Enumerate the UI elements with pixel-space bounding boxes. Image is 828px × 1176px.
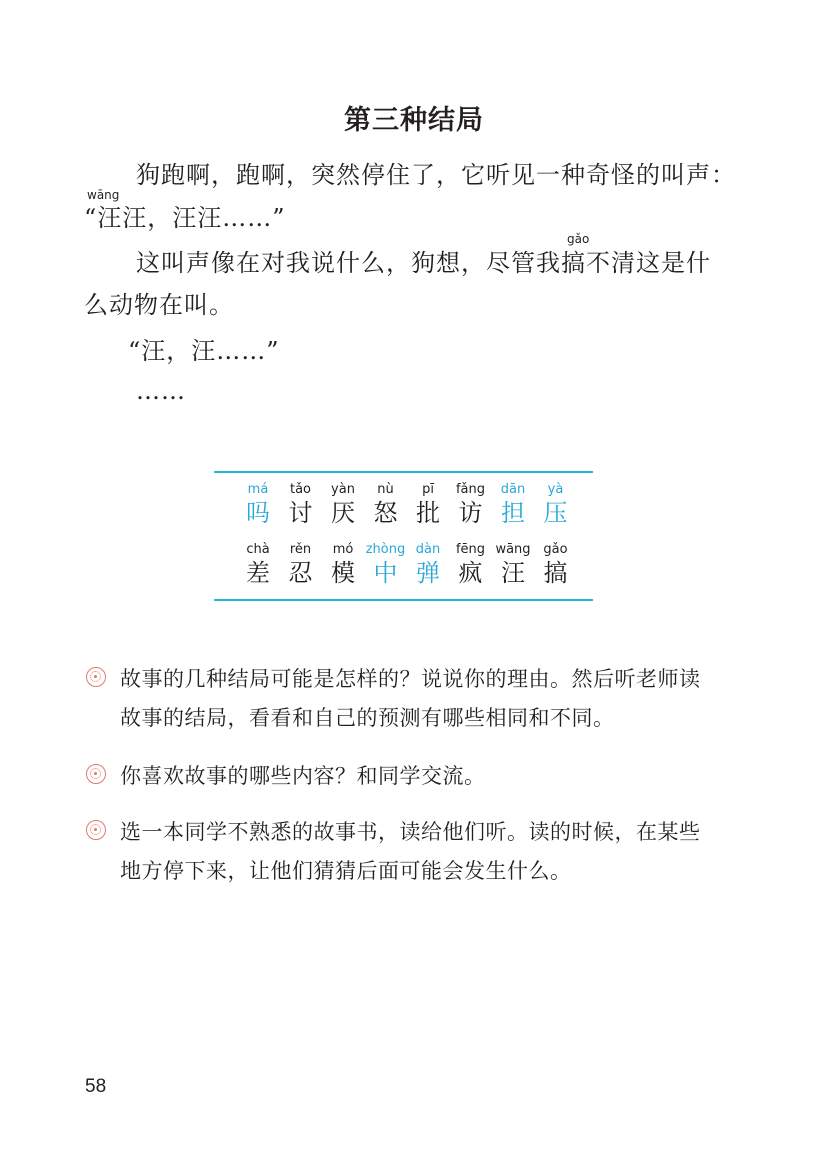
character-glyph: 压 [543,499,568,527]
character-pinyin: rěn [289,542,312,557]
character-pinyin: fǎng [455,482,486,497]
page-number: 58 [85,1076,107,1097]
character-glyph: 怒 [373,499,398,527]
character-card [493,542,533,588]
question-line: 地方停下来，让他们猜猜后面可能会发生什么。 [120,859,572,883]
character-card [451,482,491,528]
character-glyph: 模 [331,559,355,587]
character-pinyin: fēng [455,542,486,557]
character-pinyin: yàn [331,482,355,497]
top-divider [214,471,593,473]
bottom-divider [214,599,593,601]
character-card [408,542,448,588]
character-pinyin: chà [246,542,270,557]
character-card [408,482,448,528]
character-glyph: 中 [373,559,398,587]
seal-bullet-icon [86,764,106,784]
character-card [238,542,278,588]
character-card [536,542,576,588]
seal-bullet-icon [86,667,106,687]
character-pinyin: mó [332,542,354,557]
character-glyph: 讨 [288,499,313,527]
character-glyph: 担 [501,499,525,527]
question-line: 故事的几种结局可能是怎样的？说说你的理由。然后听老师读 [120,667,701,691]
character-pinyin: yà [547,482,564,497]
story-paragraph-2-line-1: 这叫声像在对我说什么，狗想，尽管我搞不清这是什 [136,249,711,277]
question-line: 选一本同学不熟悉的故事书，读给他们听。读的时候，在某些 [120,820,701,844]
character-pinyin: nù [377,482,394,497]
character-card [451,542,491,588]
character-glyph: 差 [246,559,270,587]
character-glyph: 弹 [416,559,440,587]
character-card [281,542,321,588]
character-pinyin: má [247,482,269,497]
character-glyph: 批 [416,499,440,527]
story-paragraph-3: “汪，汪……” [128,337,280,365]
character-card [493,482,533,528]
character-pinyin: pī [422,482,434,497]
character-pinyin: tǎo [289,482,312,497]
character-card [366,482,406,528]
page-title: 第三种结局 [344,105,484,136]
question-line: 故事的结局，看看和自己的预测有哪些相同和不同。 [120,706,615,730]
pinyin-annotation: wāng [87,188,120,202]
character-pinyin: zhòng [365,542,406,557]
story-paragraph-1-line-2: “汪汪，汪汪……” [84,204,286,232]
character-pinyin: wāng [495,542,531,557]
character-glyph: 汪 [501,559,525,587]
character-pinyin: gǎo [543,542,568,557]
character-card [536,482,576,528]
story-paragraph-2-line-2: 么动物在叫。 [84,291,234,319]
story-paragraph-1-line-1: 狗跑啊，跑啊，突然停住了，它听见一种奇怪的叫声： [136,161,736,189]
character-pinyin: dān [500,482,526,497]
character-glyph: 访 [458,499,483,527]
character-card [281,482,321,528]
pinyin-annotation: gǎo [567,232,590,246]
character-glyph: 吗 [246,499,270,527]
character-card [323,482,363,528]
character-card [366,542,406,588]
character-glyph: 厌 [331,499,355,527]
seal-bullet-icon [86,820,106,840]
question-line: 你喜欢故事的哪些内容？和同学交流。 [120,764,486,788]
character-card [323,542,363,588]
character-pinyin: dàn [415,542,441,557]
story-paragraph-4: …… [136,377,186,405]
character-card [238,482,278,528]
character-glyph: 搞 [543,559,568,587]
character-glyph: 疯 [458,559,483,587]
character-glyph: 忍 [288,559,313,587]
